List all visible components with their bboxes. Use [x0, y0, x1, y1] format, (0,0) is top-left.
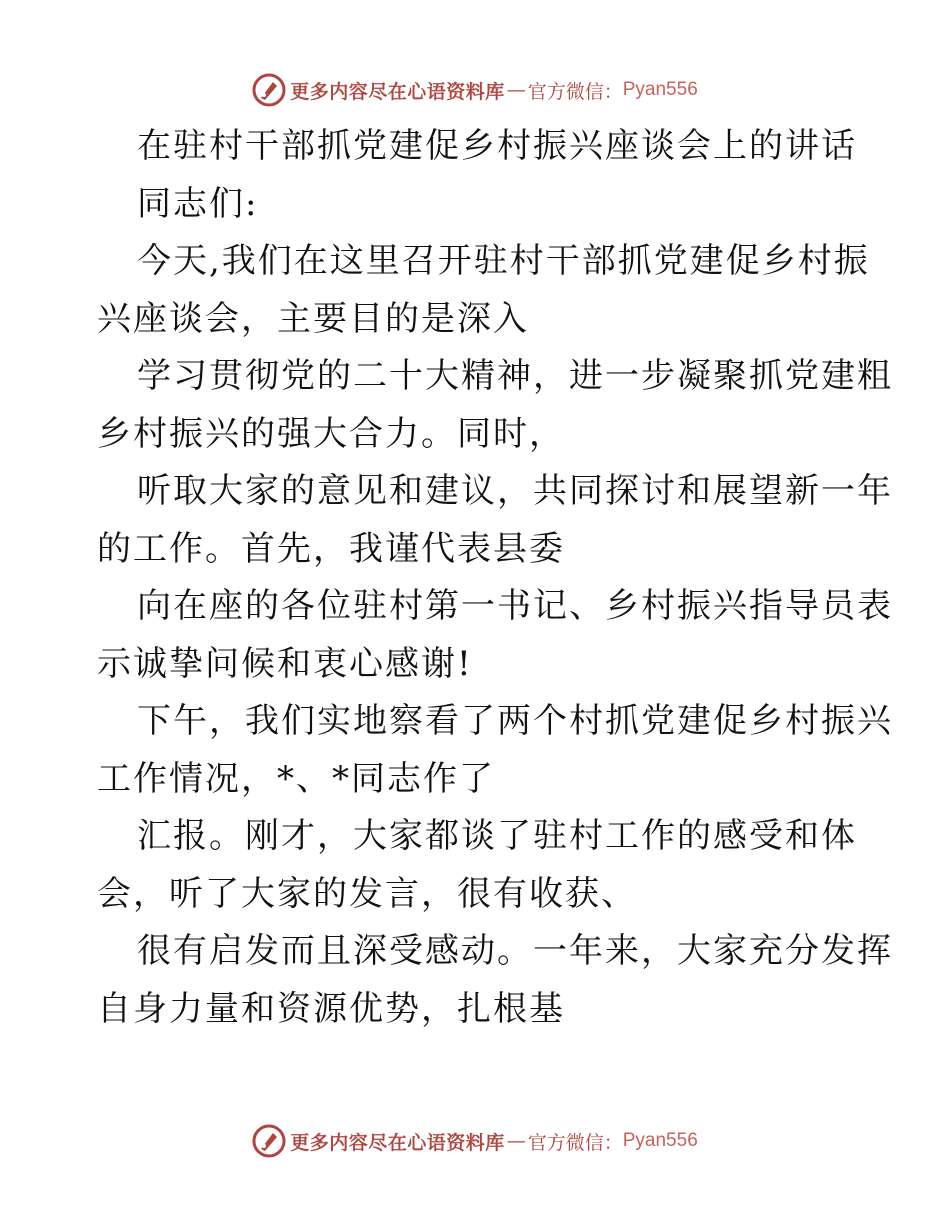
paragraph-line: 会，听了大家的发言，很有收获、 — [97, 873, 637, 914]
paragraph-line: 很有启发而且深受感动。一年来，大家充分发挥 — [137, 931, 893, 971]
paragraph-line: 学习贯彻党的二十大精神，进一步凝聚抓党建粗 — [137, 356, 893, 396]
paragraph-line: 汇报。刚才，大家都谈了驻村工作的感受和体 — [137, 816, 857, 856]
banner-wechat-id: Pyan556 — [622, 79, 698, 100]
pen-nib-logo-icon — [252, 1124, 286, 1158]
paragraph-line: 向在座的各位驻村第一书记、乡村振兴指导员表 — [137, 586, 893, 626]
document-body — [97, 118, 893, 1038]
paragraph-line: 的工作。首先，我谨代表县委 — [97, 528, 565, 569]
banner-label: 官方微信： — [527, 80, 623, 103]
paragraph-line: 工作情况，*、*同志作了 — [97, 758, 495, 799]
paragraph-line: 兴座谈会，主要目的是深入 — [97, 298, 529, 339]
banner-label: 官方微信： — [527, 1131, 623, 1154]
banner-text: 更多内容尽在心语资料库 — [290, 1131, 505, 1154]
paragraph-line: 自身力量和资源优势，扎根基 — [97, 988, 565, 1029]
banner-wechat-id: Pyan556 — [622, 1130, 698, 1151]
paragraph-line: 听取大家的意见和建议，共同探讨和展望新一年 — [137, 471, 893, 511]
banner-text: 更多内容尽在心语资料库 — [290, 80, 505, 103]
footer-banner — [0, 1121, 950, 1161]
paragraph-line: 示诚挚问候和衷心感谢! — [97, 643, 473, 684]
document-title: 在驻村干部抓党建促乡村振兴座谈会上的讲话 — [137, 126, 857, 166]
banner-dash: — — [506, 79, 526, 101]
paragraph-line: 今天,我们在这里召开驻村干部抓党建促乡村振 — [137, 241, 870, 281]
salutation: 同志们: — [137, 183, 259, 224]
paragraph-line: 下午，我们实地察看了两个村抓党建促乡村振兴 — [137, 701, 893, 741]
banner-dash: — — [506, 1130, 526, 1152]
pen-nib-logo-icon — [252, 73, 286, 107]
header-banner — [0, 70, 950, 110]
paragraph-line: 乡村振兴的强大合力。同时， — [97, 413, 565, 454]
